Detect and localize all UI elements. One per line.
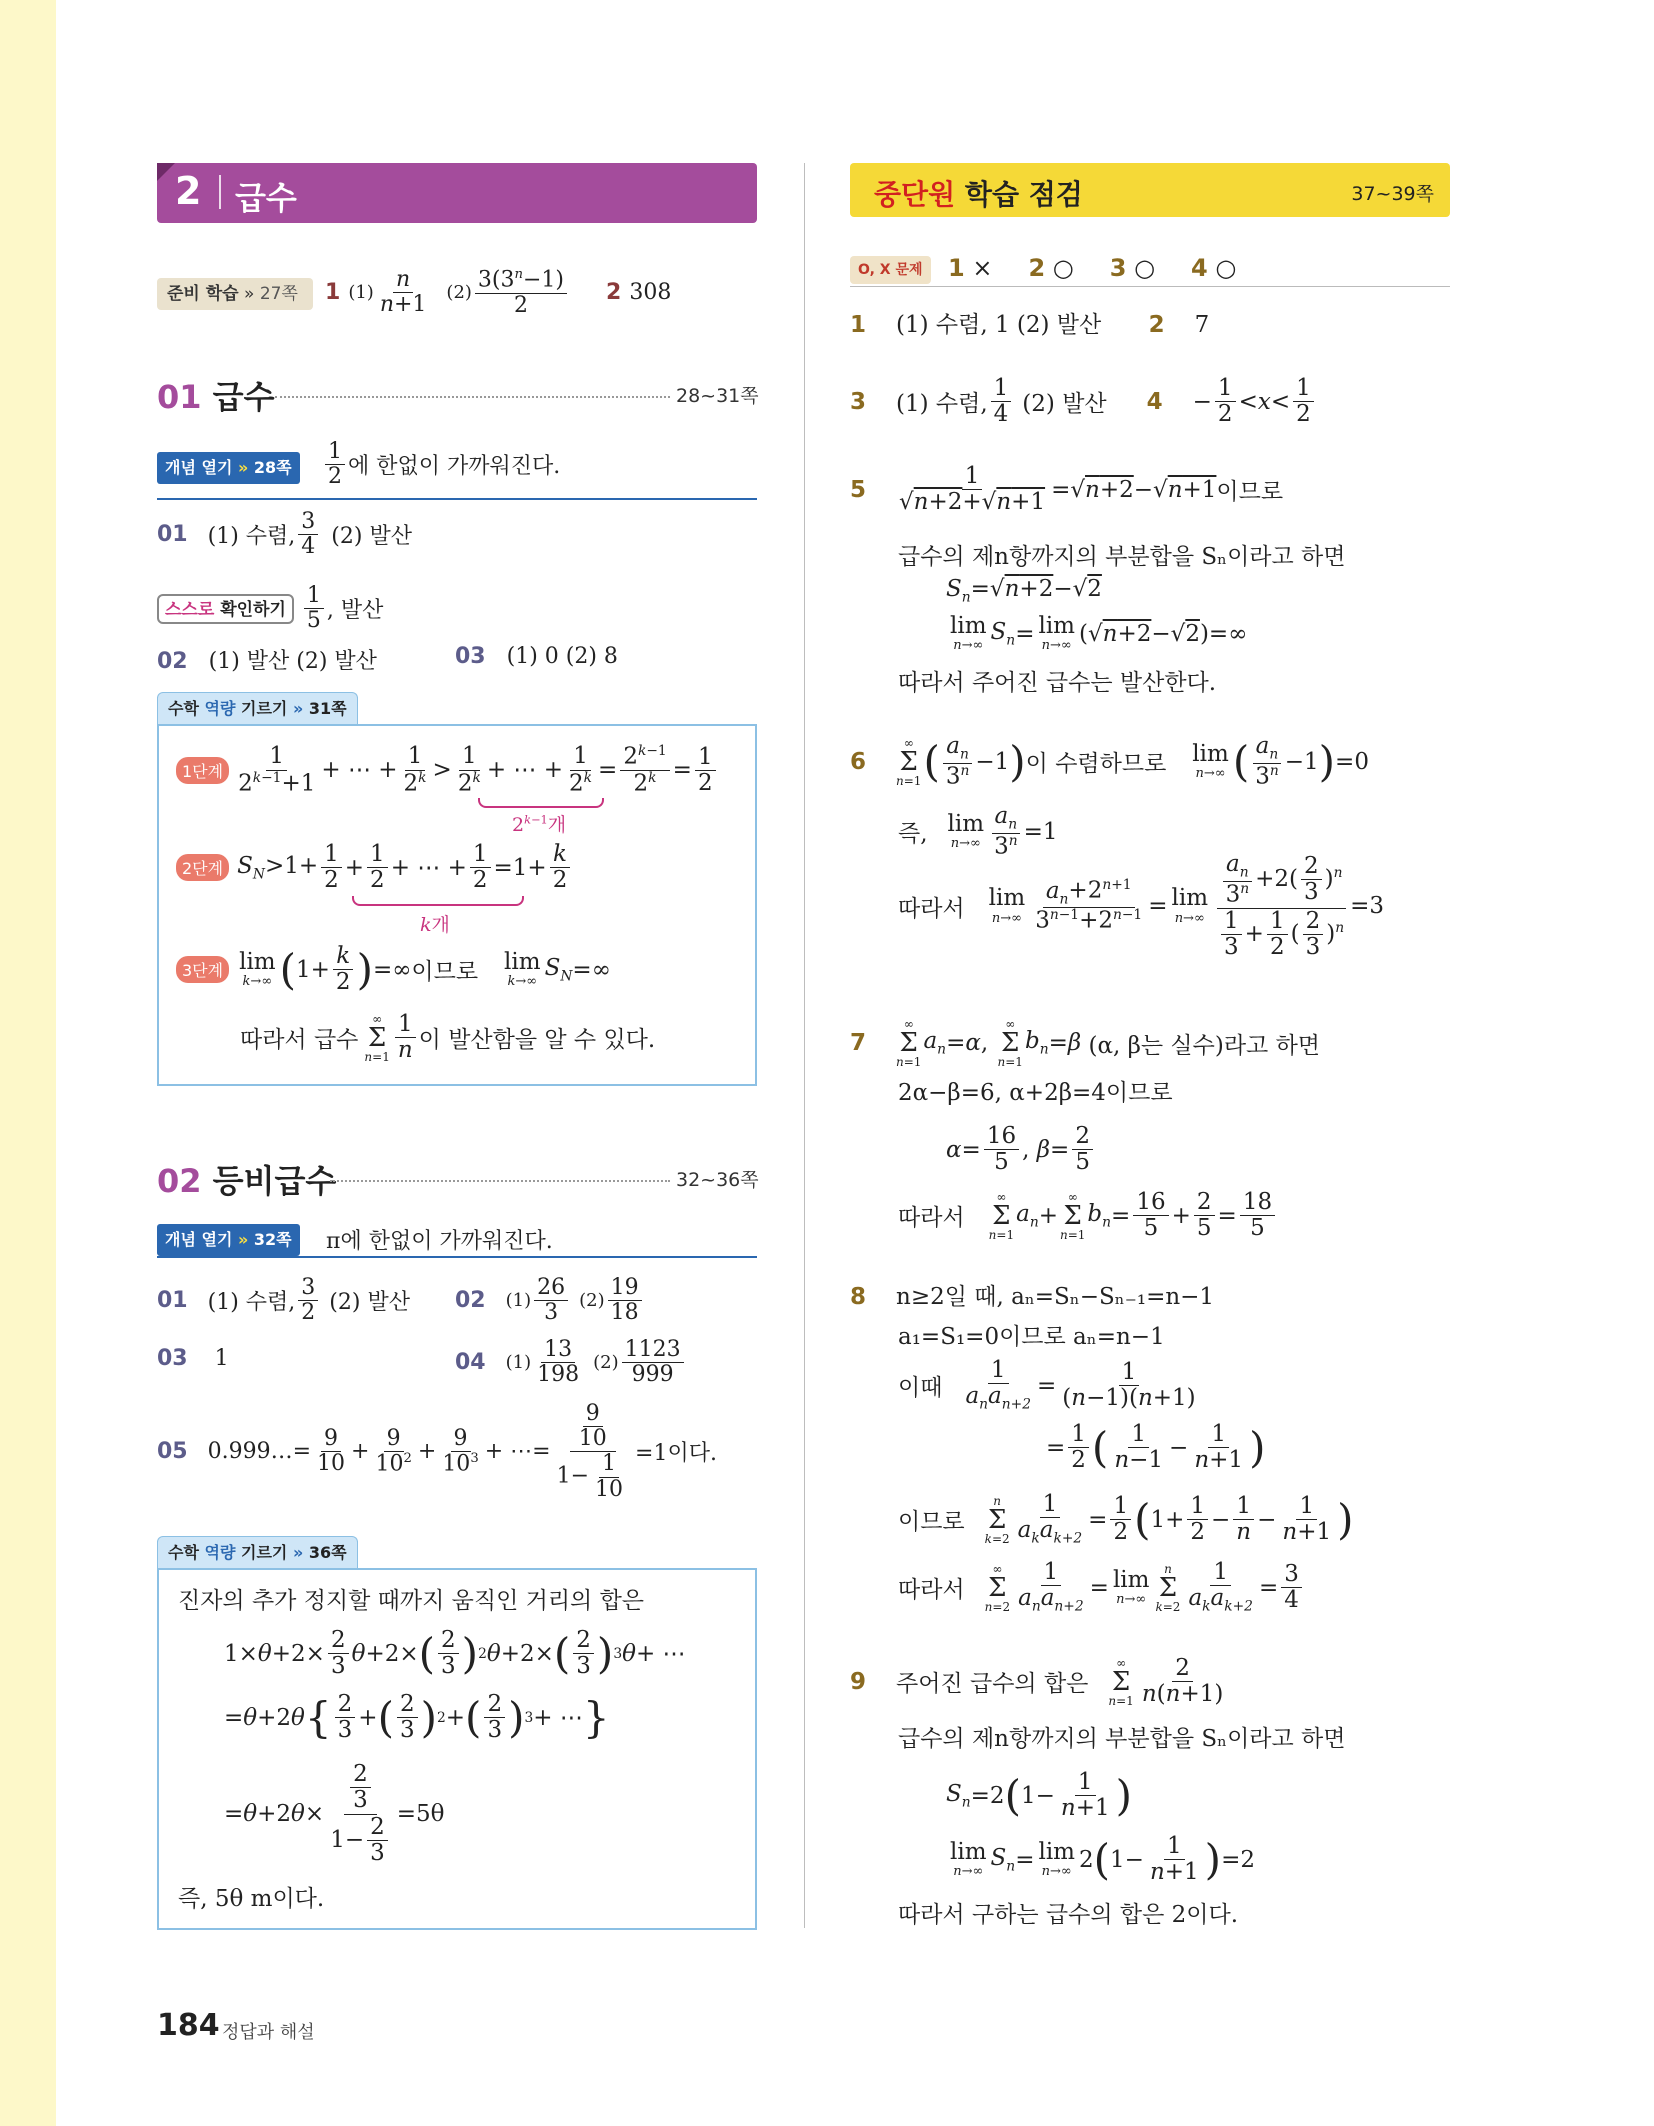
concept-label: 개념 열기: [165, 458, 233, 477]
sec1-a03-text: (1) 0 (2) 8: [506, 644, 618, 669]
step2-badge: 2단계: [176, 854, 229, 881]
mid-q1: 1 (1) 수렴, 1 (2) 발산 2 7: [850, 312, 1210, 338]
concept-page: 28쪽: [253, 458, 292, 477]
brace-1: [478, 798, 604, 808]
mid-unit-header: [850, 163, 1450, 217]
self-check-text: , 발산: [326, 598, 384, 624]
column-divider: [804, 163, 805, 1928]
footer-label: 정답과 해설: [222, 2022, 315, 2043]
skill2-line1: 1× θ +2× $\frac{2}{3}$ θ +2× ( $\frac{2}{3}$ ) 2 θ +2× ( $\frac{2}{3}$ ) 3 θ + ⋯: [224, 1627, 686, 1680]
mid-q3: 3 (1) 수렴, $\frac{1}{4}$ (2) 발산 4 − $\frac{1}{2}$ < x < $\frac{1}{2}$: [850, 376, 1317, 428]
concept-2-text: π에 한없이 가까워진다.: [326, 1229, 553, 1254]
skill1-step3: 3단계 lim k→∞ ( 1+ $\frac{k}{2}$ ) =∞ 이므로 lim k→∞ $S_N$ =∞: [176, 944, 611, 996]
mid-q6-line1: 6 ∞ Σ n=1 ( $\frac{a_n}{3^n}$ −1 ) 이 수렴하므로 lim n→∞ ( $\frac{a_n}{3^n}$ −1 ) =0: [850, 733, 1369, 790]
prep-label: 준비 학습: [167, 284, 239, 304]
section-02-title: 등비급수: [212, 1162, 337, 1200]
concept-rule-2: [157, 1256, 757, 1258]
mid-q8-line6: 따라서 ∞ Σ n=2 $\frac{1}{a_na_{n+2}}$ = lim n→∞ n Σ k=2 $\frac{1}{a_ka_{k+2}}$ = $\frac{3}{4}$: [898, 1560, 1305, 1615]
chevron-icon: »: [292, 699, 304, 718]
sec2-answer-02: 02 (1) $\frac{26}{3}$ (2) $\frac{19}{18}$: [455, 1276, 645, 1325]
sec2-answer-05: 05 0.999…= $\frac{9}{10}$ + $\frac{9}{10^2}$ + $\frac{9}{10^3}$ + ⋯= $\frac{9}{10}$ 1− $\frac{1}{10}$ =1이다.: [157, 1401, 717, 1502]
mid-q5-line4: lim n→∞ $S_n$ = lim n→∞ (√ n+2 −√ 2 )=∞: [950, 613, 1248, 654]
concept-1-text: 에 한없이 가까워진다.: [348, 454, 561, 480]
ox-answer: 2 ○: [1028, 254, 1074, 282]
concept-tag-1: [157, 452, 300, 484]
mid-unit-pages: 37~39쪽: [1351, 183, 1434, 205]
self-check: [157, 584, 383, 633]
sec2-answer-01: 01 (1) 수렴, $\frac{3}{2}$ (2) 발산: [157, 1275, 410, 1326]
mid-q8-line4: = $\frac{1}{2}$ ( $\frac{1}{n-1}$ − $\frac{1}{n+1}$ ): [1046, 1421, 1266, 1474]
brace-2: [352, 896, 524, 906]
page-number: 184: [157, 2008, 220, 2043]
ox-answer: 4 ○: [1191, 254, 1237, 282]
mid-q8-line2: a₁=S₁=0이므로 aₙ=n−1: [898, 1324, 1165, 1350]
skill-tab-1: 수학 역량 기르기 » 31쪽: [157, 692, 358, 724]
step3-badge: 3단계: [176, 956, 229, 983]
prep-page: 27쪽: [259, 284, 298, 304]
brace-1-label: $2^{k-1}$개: [512, 812, 567, 836]
mid-q8-line3: 이때 $\frac{1}{a_na_{n+2}}$ = $\frac{1}{(n-1)(n+1)}$: [898, 1357, 1196, 1413]
section-01-dotted-line: [275, 396, 670, 398]
mid-q8-line1: 8 n≥2일 때, aₙ=Sₙ−Sₙ₋₁=n−1: [850, 1284, 1215, 1310]
ox-rule: [850, 286, 1450, 287]
margin-strip: [0, 0, 56, 2126]
section-01-number: 01: [157, 378, 202, 416]
concept-tag-2: 개념 열기 » 32쪽: [157, 1224, 300, 1256]
prep-q1-p2: (2): [446, 282, 472, 304]
mid-q5-line1: 5 $\frac{1}{√n+2+√n+1}$ =√ n+2 −√ n+1 이므로: [850, 463, 1284, 516]
chapter-number: 2: [175, 169, 202, 213]
prep-answers: [325, 268, 671, 318]
mid-q6-line3: 따라서 lim n→∞ $\frac{a_n+2^{n+1}}{3^{n-1}+2^{n-1}}$ = lim n→∞ $\frac{a_n}{3^n}$ +2( $\frac{2}{3}$ )$^n$ $\frac{1}{3}$ + $\frac{1}{2}$ ( $\frac{2}{3}$ )$^n$ =3: [898, 851, 1384, 961]
concept-1-frac: $\frac{1}{2}$: [325, 440, 345, 489]
prep-tag: [157, 278, 313, 310]
skill2-intro: 진자의 추가 정지할 때까지 움직인 거리의 합은: [178, 1588, 645, 1614]
brace-2-label: k개: [420, 914, 450, 936]
sec1-answer-02: [157, 644, 377, 675]
sec1-a01-text: (1) 수렴,: [207, 524, 296, 550]
self-check-frac: $\frac{1}{5}$: [304, 584, 324, 633]
section-01-title: 급수: [212, 378, 275, 416]
prep-q2: 2: [606, 280, 622, 306]
mid-q7-line3: α = $\frac{16}{5}$ , β = $\frac{2}{5}$: [946, 1124, 1096, 1176]
skill2-line2: = θ +2 θ { $\frac{2}{3}$ + ( $\frac{2}{3}$ ) 2 + ( $\frac{2}{3}$ ) 3 + ⋯ }: [224, 1691, 610, 1744]
sec1-a01-frac: $\frac{3}{4}$: [298, 510, 318, 559]
mid-q7-line4: 따라서 ∞ Σ n=1 $a_n$ + ∞ Σ n=1 $b_n$ = $\frac{16}{5}$ + $\frac{2}{5}$ = $\frac{18}{5}$: [898, 1190, 1278, 1242]
chevron-icon: »: [292, 1543, 304, 1562]
chapter-separator: [219, 175, 221, 209]
mid-q9-line3: $S_n$ =2 ( 1− $\frac{1}{n+1}$ ): [946, 1769, 1132, 1822]
skill1-conclusion: 따라서 급수 ∞ Σ n=1 $\frac{1}{n}$ 이 발산함을 알 수 있다.: [240, 1011, 656, 1064]
sec1-q02: 02: [157, 649, 188, 674]
skill2-final: 즉, 5θ m이다.: [178, 1886, 325, 1912]
ox-answers: [948, 254, 1236, 282]
ox-answer: 3 ○: [1109, 254, 1156, 282]
chapter-notch: [157, 163, 175, 181]
concept-rule-1: [157, 498, 757, 500]
sec1-answer-01: [157, 510, 412, 559]
sec1-answer-03: [455, 644, 618, 669]
skill2-line3: = θ +2 θ × $\frac{2}{3}$ 1− $\frac{2}{3}$ =5θ: [224, 1761, 445, 1866]
concept-1-answer: [322, 440, 560, 489]
step1-badge: 1단계: [176, 757, 229, 784]
chapter-header: [157, 163, 757, 223]
section-01-pages: 28~31쪽: [676, 385, 759, 407]
mid-q5-line2: 급수의 제n항까지의 부분합을 Sₙ이라고 하면: [898, 544, 1346, 570]
section-02-dotted-line: [330, 1180, 670, 1182]
prep-frac-1: $\frac{n}{n+1}$: [379, 267, 427, 318]
chapter-title: 급수: [235, 179, 297, 217]
skill1-step1: 1단계 $\frac{1}{2^{k-1}+1}$ + ⋯ + $\frac{1}{2^k}$ > $\frac{1}{2^k}$ + ⋯ + $\frac{1}{2^k}$ = $\frac{2^{k-1}}{2^k}$ = $\frac{1}{2}$: [176, 744, 719, 797]
sec1-a01-text2: (2) 발산: [331, 524, 412, 550]
skill1-step2: 2단계 $S_N>1+$ $\frac{1}{2}$ + $\frac{1}{2}$ + ⋯ + $\frac{1}{2}$ =1+ $\frac{k}{2}$: [176, 842, 573, 894]
skill-box-2: [157, 1568, 757, 1930]
prep-q2-value: 308: [629, 280, 672, 306]
skill-tab-2: 수학 역량 기르기 » 36쪽: [157, 1536, 358, 1568]
mid-unit-title: 중단원 학습 점검: [874, 178, 1083, 211]
prep-frac-2: $\frac{3(3^n-1)}{2}$: [475, 268, 567, 318]
prep-q1-p1: (1): [348, 282, 374, 304]
mid-q5-line5: 따라서 주어진 급수는 발산한다.: [898, 670, 1217, 696]
self-check-tag: 스스로 확인하기: [157, 594, 294, 624]
section-02-number: 02: [157, 1162, 202, 1200]
sec1-a02-text: (1) 발산 (2) 발산: [208, 649, 377, 674]
chevron-icon: »: [237, 1230, 249, 1249]
chevron-icon: »: [244, 284, 255, 304]
skill-1-page: 31쪽: [308, 699, 347, 718]
mid-q9-line4: lim n→∞ $S_n$ = lim n→∞ 2 ( 1− $\frac{1}{n+1}$ ) =2: [950, 1833, 1255, 1886]
chevron-icon: »: [237, 458, 249, 477]
mid-q6-line2: 즉, lim n→∞ $\frac{a_n}{3^n}$ =1: [898, 803, 1058, 860]
sec2-answer-04: 04 (1) $\frac{13}{198}$ (2) $\frac{1123}{999}$: [455, 1338, 687, 1387]
section-02-heading: [157, 1156, 336, 1202]
mid-q7-line2: 2α−β=6, α+2β=4이므로: [898, 1080, 1173, 1106]
prep-q1: 1: [325, 280, 341, 306]
section-02-pages: 32~36쪽: [676, 1169, 759, 1191]
sec1-q03: 03: [455, 644, 486, 669]
mid-q7-line1: 7 ∞ Σ n=1 $a_n$ = α , ∞ Σ n=1 $b_n$ = β (α, β는 실수)라고 하면: [850, 1017, 1321, 1069]
mid-q8-line5: 이므로 n Σ k=2 $\frac{1}{a_ka_{k+2}}$ = $\frac{1}{2}$ ( 1+ $\frac{1}{2}$ − $\frac{1}{n}$ − $\frac{1}{n+1}$ ): [898, 1491, 1354, 1547]
section-01-heading: [157, 372, 275, 418]
mid-q9-line2: 급수의 제n항까지의 부분합을 Sₙ이라고 하면: [898, 1726, 1346, 1752]
mid-q5-line3: $S_n=√n+2-√2$: [946, 576, 1102, 606]
sec1-q01: 01: [157, 522, 188, 548]
mid-q9-line5: 따라서 구하는 급수의 합은 2이다.: [898, 1902, 1239, 1928]
ox-tag: O, X 문제: [850, 256, 931, 284]
mid-q9-line1: 9 주어진 급수의 합은 ∞ Σ n=1 $\frac{2}{n(n+1)}$: [850, 1655, 1224, 1708]
sec2-answer-03: 03 1: [157, 1346, 229, 1371]
ox-answer: 1 ×: [948, 254, 993, 282]
